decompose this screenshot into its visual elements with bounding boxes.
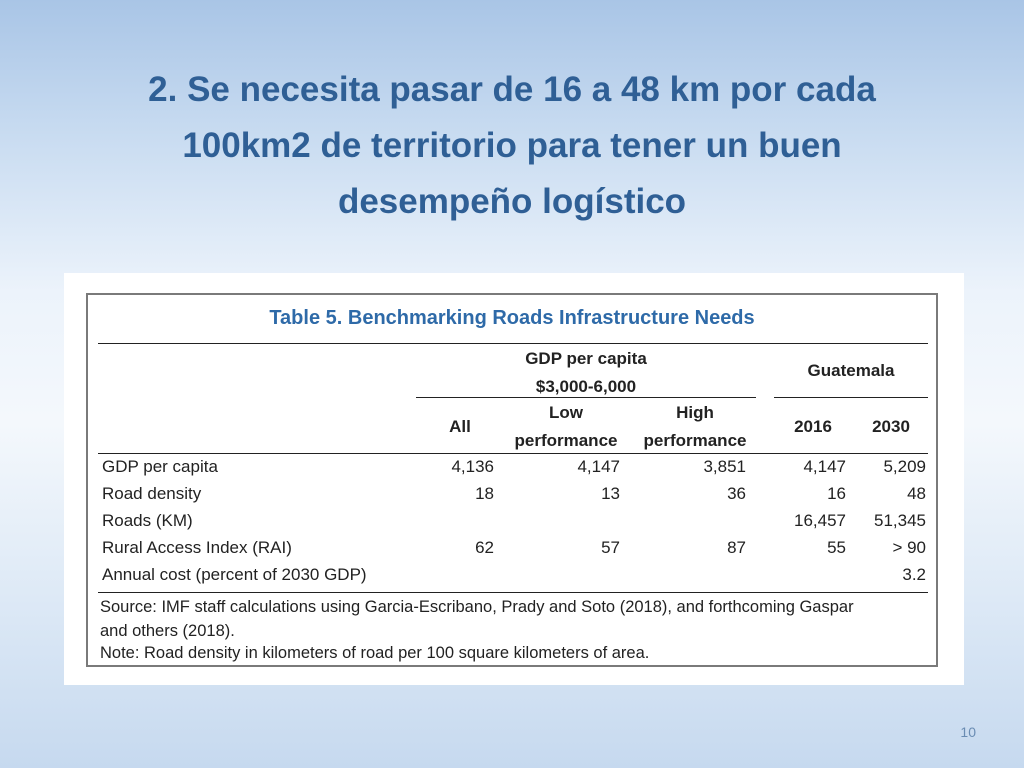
cell-2030: 5,209 bbox=[883, 457, 926, 476]
row-label: Annual cost (percent of 2030 GDP) bbox=[102, 565, 367, 584]
cell-high: 36 bbox=[727, 484, 746, 503]
cell-2016: 16,457 bbox=[794, 511, 846, 530]
cell-low: 4,147 bbox=[577, 457, 620, 476]
source-line-1: Source: IMF staff calculations using Garcia-Escribano, Prady and Soto (2018), and forthcoming Gaspar bbox=[100, 598, 854, 616]
table-caption: Table 5. Benchmarking Roads Infrastructure Needs bbox=[269, 307, 755, 329]
cell-2016: 55 bbox=[827, 538, 846, 557]
header-all: All bbox=[449, 417, 471, 436]
header-country-group: Guatemala bbox=[807, 361, 895, 380]
header-low-performance bbox=[506, 399, 626, 455]
table-footnote: Note: Road density in kilometers of road per 100 square kilometers of area. bbox=[100, 644, 650, 662]
row-label: Roads (KM) bbox=[102, 511, 193, 530]
cell-low: 57 bbox=[601, 538, 620, 557]
header-gdp-group-line-2: $3,000-6,000 bbox=[535, 377, 637, 396]
cell-all: 18 bbox=[475, 484, 494, 503]
cell-all: 62 bbox=[475, 538, 494, 557]
cell-2016: 4,147 bbox=[803, 457, 846, 476]
table-source-note bbox=[100, 595, 930, 643]
source-line-2: and others (2018). bbox=[100, 622, 235, 640]
rule-body-bottom bbox=[98, 592, 928, 593]
slide-title-line-1: 2. Se necesita pasar de 16 a 48 km por cada bbox=[148, 70, 876, 109]
header-high-performance bbox=[634, 399, 756, 455]
slide-title-line-2: 100km2 de territorio para tener un buen bbox=[182, 126, 842, 165]
header-2030: 2030 bbox=[872, 417, 910, 436]
table-frame bbox=[86, 293, 938, 667]
row-label: Rural Access Index (RAI) bbox=[102, 538, 292, 557]
rule-top bbox=[98, 343, 928, 344]
header-high-line-2: performance bbox=[643, 431, 747, 450]
cell-2030: 48 bbox=[907, 484, 926, 503]
header-high-line-1: High bbox=[676, 403, 714, 422]
row-label: GDP per capita bbox=[102, 457, 218, 476]
header-gdp-group bbox=[416, 345, 756, 401]
row-label: Road density bbox=[102, 484, 202, 503]
cell-2030: 51,345 bbox=[874, 511, 926, 530]
table-image bbox=[64, 273, 964, 685]
rule-country-group bbox=[774, 397, 928, 398]
header-2016: 2016 bbox=[794, 417, 832, 436]
cell-low: 13 bbox=[601, 484, 620, 503]
header-gdp-group-line-1: GDP per capita bbox=[525, 349, 647, 368]
cell-2016: 16 bbox=[827, 484, 846, 503]
header-low-line-2: performance bbox=[514, 431, 618, 450]
cell-high: 3,851 bbox=[703, 457, 746, 476]
cell-2030: 3.2 bbox=[902, 565, 926, 584]
cell-high: 87 bbox=[727, 538, 746, 557]
header-low-line-1: Low bbox=[549, 403, 583, 422]
slide-title bbox=[40, 62, 984, 230]
slide-title-line-3: desempeño logístico bbox=[337, 182, 687, 221]
cell-2030: > 90 bbox=[892, 538, 926, 557]
page-number: 10 bbox=[960, 724, 976, 740]
cell-all: 4,136 bbox=[451, 457, 494, 476]
